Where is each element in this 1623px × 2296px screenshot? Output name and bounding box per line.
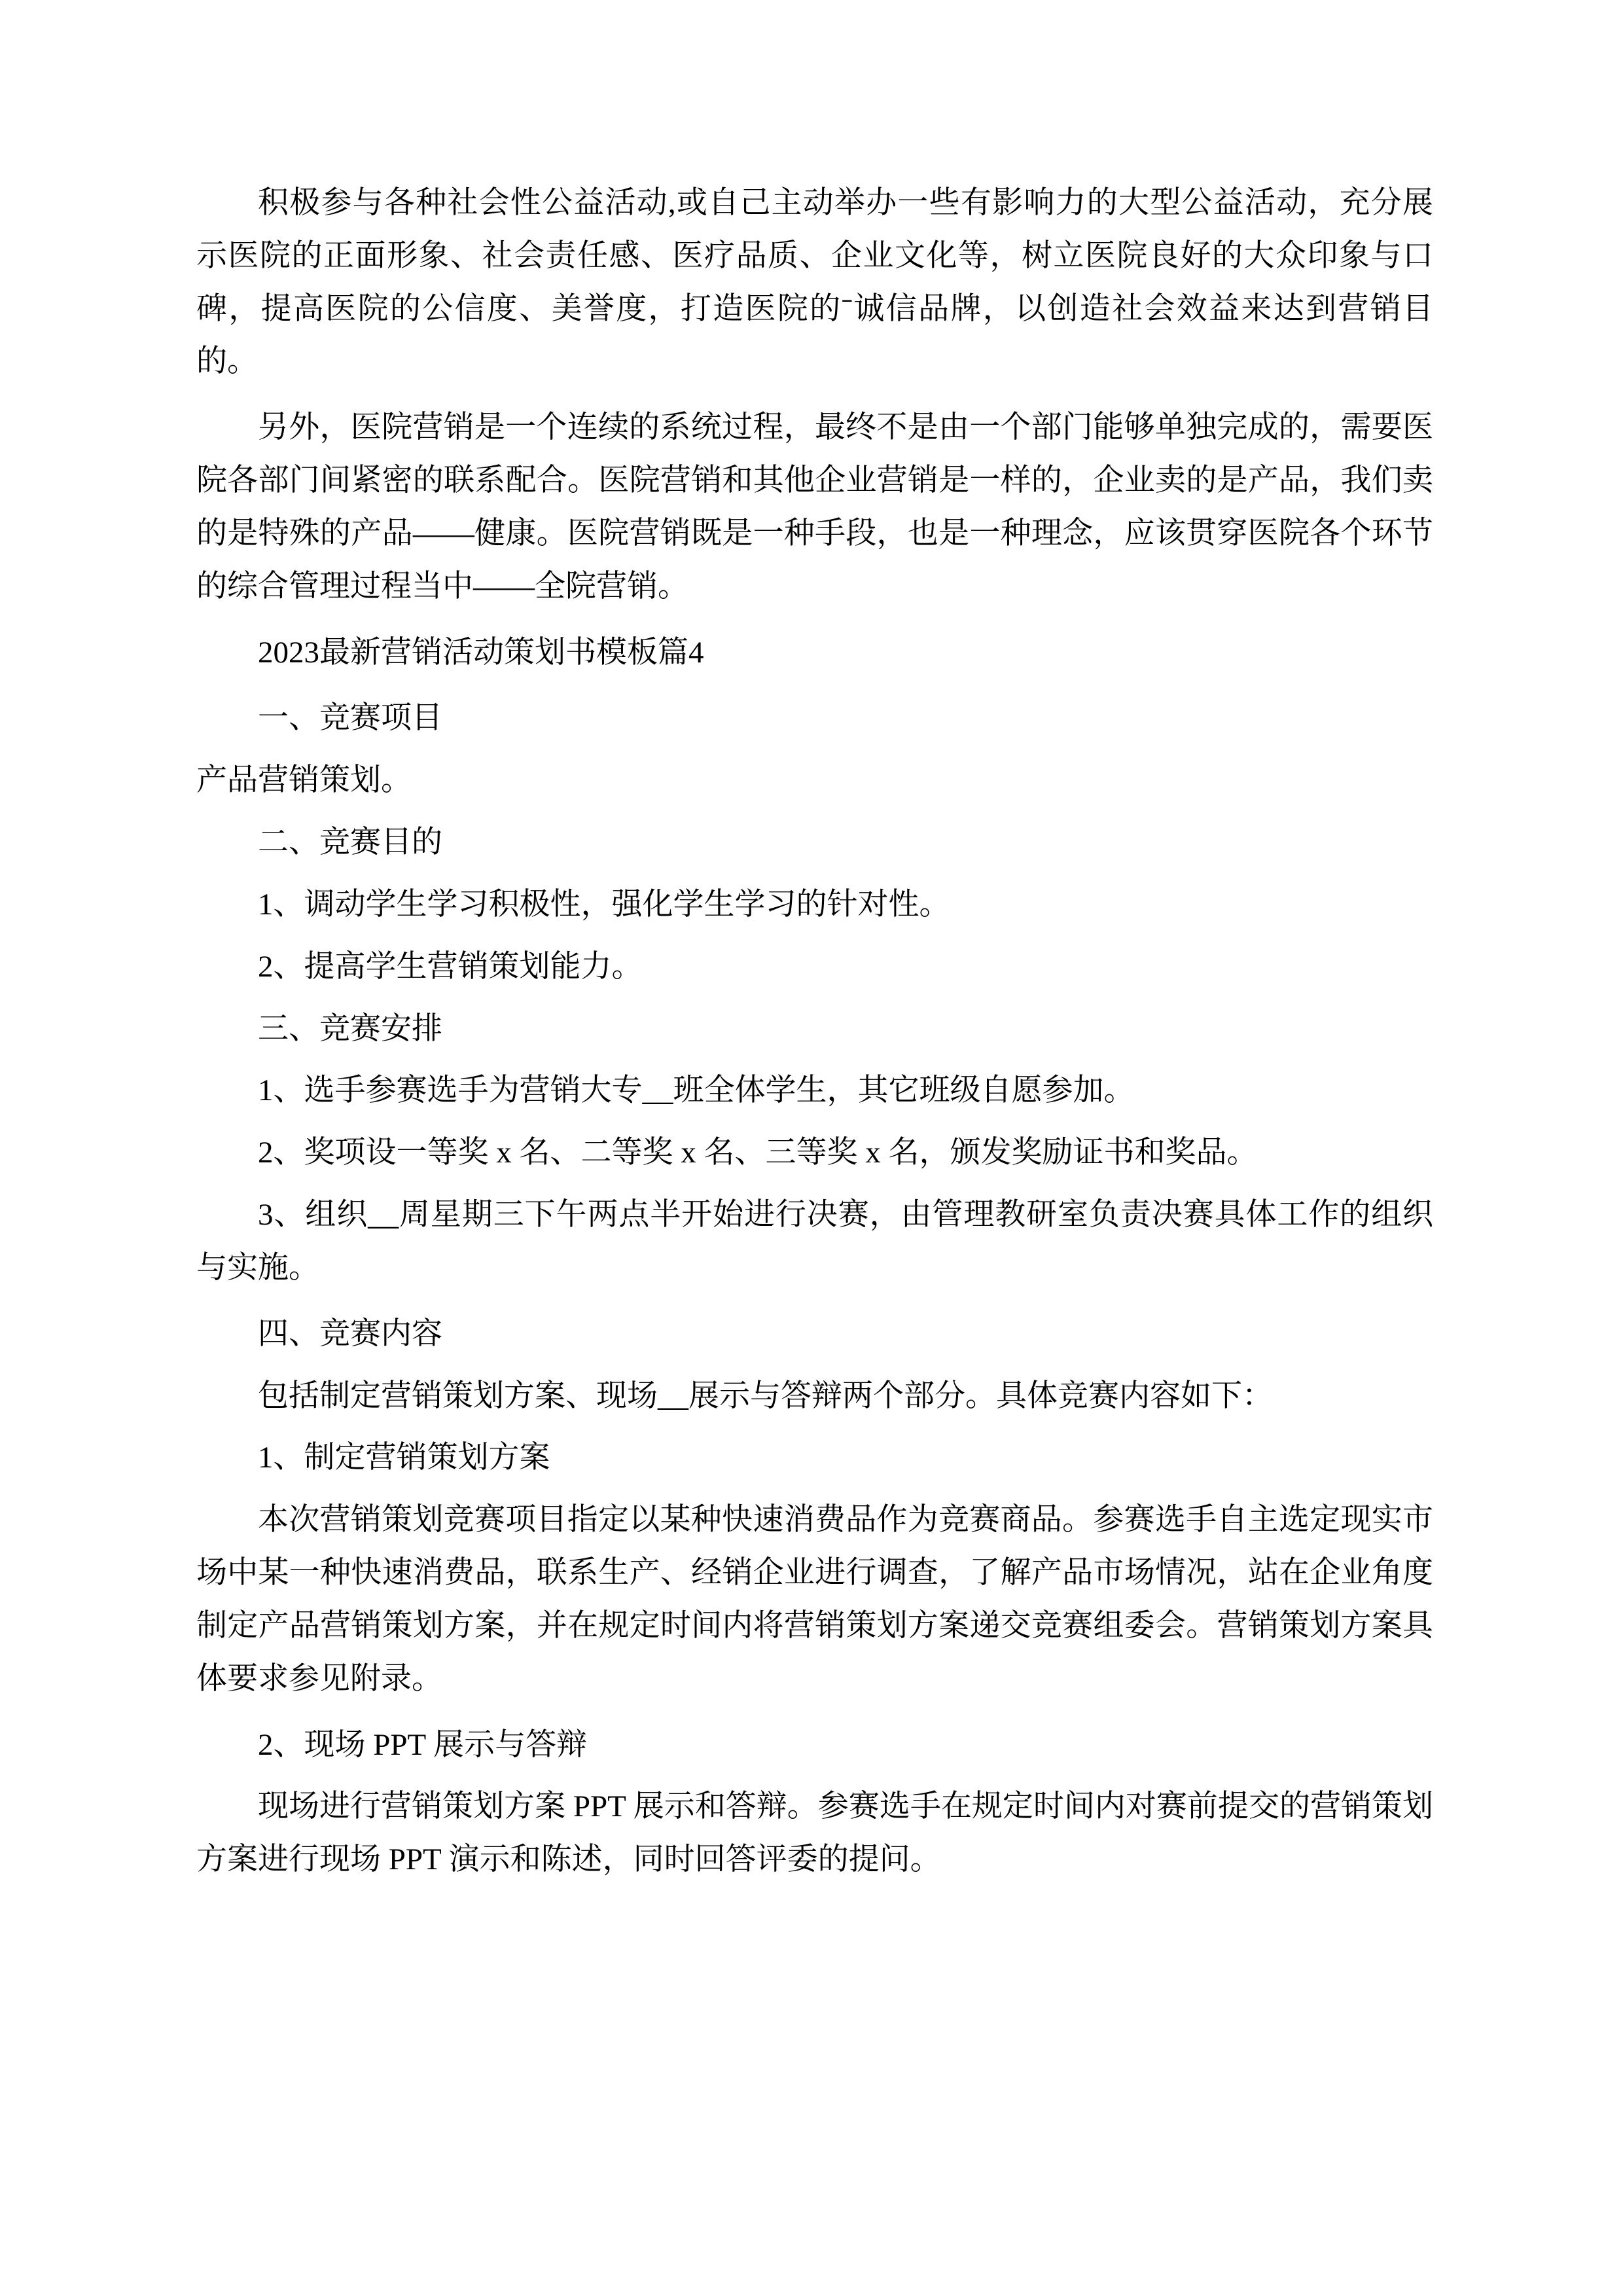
paragraph: 积极参与各种社会性公益活动,或自己主动举办一些有影响力的大型公益活动，充分展示医院的正面形象、社会责任感、医疗品质、企业文化等，树立医院良好的大众印象与口碑，提高医院的公信度、美誉度，打造医院的ˉ诚信品牌，以创造社会效益来达到营销目的。 xyxy=(196,186,1433,379)
list-item: 1、制定营销策划方案 xyxy=(258,1441,550,1475)
document-body xyxy=(196,177,1433,1886)
paragraph: 现场进行营销策划方案 PPT 展示和答辩。参赛选手在规定时间内对赛前提交的营销策划方案进行现场 PPT 演示和陈述，同时回答评委的提问。 xyxy=(196,1789,1433,1877)
paragraph: 产品营销策划。 xyxy=(196,763,412,798)
list-item: 2、奖项设一等奖 x 名、二等奖 x 名、三等奖 x 名，颁发奖励证书和奖品。 xyxy=(258,1136,1258,1170)
list-item: 3、组织__周星期三下午两点半开始进行决赛，由管理教研室负责决赛具体工作的组织与实施。 xyxy=(196,1198,1433,1285)
list-item: 1、选手参赛选手为营销大专__班全体学生，其它班级自愿参加。 xyxy=(258,1073,1135,1108)
paragraph: 另外，医院营销是一个连续的系统过程，最终不是由一个部门能够单独完成的，需要医院各部门间紧密的联系配合。医院营销和其他企业营销是一样的，企业卖的是产品，我们卖的是特殊的产品——健康。医院营销既是一种手段，也是一种理念，应该贯穿医院各个环节的综合管理过程当中——全院营销。 xyxy=(196,410,1433,603)
section-title: 2023最新营销活动策划书模板篇4 xyxy=(258,635,704,670)
paragraph: 本次营销策划竞赛项目指定以某种快速消费品作为竞赛商品。参赛选手自主选定现实市场中某一种快速消费品，联系生产、经销企业进行调查，了解产品市场情况，站在企业角度制定产品营销策划方案，并在规定时间内将营销策划方案递交竞赛组委会。营销策划方案具体要求参见附录。 xyxy=(196,1503,1433,1696)
heading-competition-purpose: 二、竞赛目的 xyxy=(258,825,442,860)
list-item: 2、提高学生营销策划能力。 xyxy=(258,949,643,984)
heading-competition-arrangement: 三、竞赛安排 xyxy=(258,1011,442,1046)
paragraph: 包括制定营销策划方案、现场__展示与答辩两个部分。具体竞赛内容如下： xyxy=(258,1378,1273,1413)
heading-competition-content: 四、竞赛内容 xyxy=(258,1316,442,1351)
heading-competition-project: 一、竞赛项目 xyxy=(258,701,442,736)
list-item: 2、现场 PPT 展示与答辩 xyxy=(258,1727,588,1762)
list-item: 1、调动学生学习积极性，强化学生学习的针对性。 xyxy=(258,887,950,922)
